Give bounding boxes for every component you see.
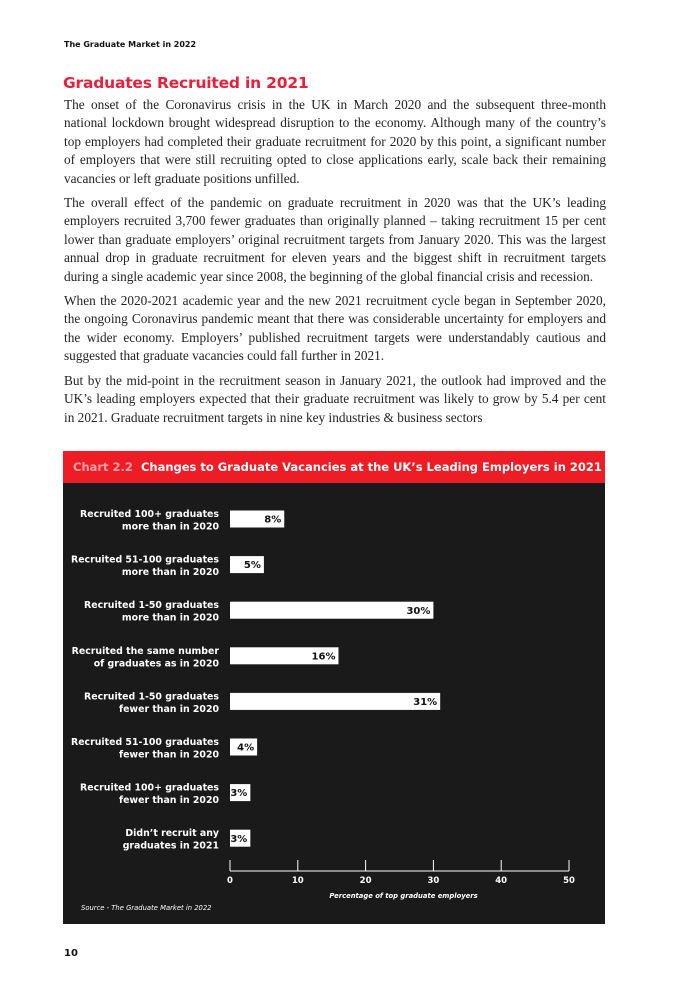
paragraph: But by the mid-point in the recruitment season in January 2021, the outlook had improved and the UK’s leading employers expected that their graduate recruitment was likely to grow by 5.4 per cent in 2021. Graduate recruitment targets in nine key industries & business sectors [64, 372, 606, 425]
bar-value-label: 5% [243, 560, 261, 572]
chart-title: Changes to Graduate Vacancies at the UK’s Leading Employers in 2021 [140, 460, 602, 474]
category-label: Recruited 100+ graduates fewer than in 2020 [80, 782, 219, 807]
category-label: Recruited 1-50 graduates fewer than in 2020 [84, 691, 219, 715]
x-tick-label: 0 [227, 876, 233, 886]
paragraph: The overall effect of the pandemic on graduate recruitment in 2020 was that the UK’s leading employers recruited 3,700 fewer graduates than originally planned – taking recruitment 15 per cent lower than graduate employers’ original recruitment targets from January 2020. This was the largest annual drop in graduate recruitment for eleven years and the biggest shift in recruitment targets during a single academic year since 2008, the beginning of the global financial crisis and recession. [64, 195, 606, 284]
x-tick-label: 40 [495, 876, 508, 886]
paragraph: The onset of the Coronavirus crisis in the UK in March 2020 and the subsequent three-month national lockdown brought widespread disruption to the economy. Although many of the country’s top employers had completed their graduate recruitment for 2020 by this point, a significant number of employers that were still recruiting opted to close applications early, scale back their remaining vacancies or left graduate positions unfilled. [64, 97, 606, 186]
x-axis-label: Percentage of top graduate employers [329, 892, 478, 900]
x-tick-label: 10 [291, 876, 304, 886]
paragraph: When the 2020-2021 academic year and the new 2021 recruitment cycle began in September 2020, the ongoing Coronavirus pandemic meant that there was considerable uncertainty for employers and the wider economy. Employers’ published recruitment targets were understandably cautious and suggested that graduate vacancies could fall further in 2021. [64, 293, 606, 364]
bar [230, 693, 440, 710]
category-label: Recruited 51-100 graduates more than in 2020 [70, 554, 219, 579]
chart-source: Source - The Graduate Market in 2022 [81, 904, 212, 912]
running-header: The Graduate Market in 2022 [64, 40, 197, 49]
bar-value-label: 30% [406, 605, 431, 617]
bar-value-label: 16% [311, 651, 336, 663]
category-label: Recruited 100+ graduates more than in 2020 [80, 509, 219, 533]
chart-panel [63, 451, 605, 924]
x-tick-label: 30 [427, 876, 440, 886]
category-label: Recruited 51-100 graduates fewer than in 2020 [70, 737, 219, 761]
chart-number: Chart 2.2 [73, 460, 133, 474]
bar-value-label: 3% [230, 833, 248, 845]
x-tick-label: 50 [563, 876, 575, 886]
category-label: Recruited the same number of graduates as in 2020 [71, 645, 219, 670]
bar-chart [63, 451, 605, 924]
x-tick-label: 20 [359, 876, 372, 886]
category-label: Didn’t recruit any graduates in 2021 [122, 828, 219, 852]
bar [230, 602, 433, 619]
category-label: Recruited 1-50 graduates more than in 2020 [84, 600, 219, 624]
bar-value-label: 3% [230, 788, 248, 800]
page-number: 10 [64, 948, 78, 959]
bar-value-label: 31% [413, 697, 438, 708]
section-title: Graduates Recruited in 2021 [63, 74, 309, 92]
body-text [64, 96, 606, 433]
bar-value-label: 8% [264, 514, 282, 526]
bar-value-label: 4% [237, 742, 255, 754]
